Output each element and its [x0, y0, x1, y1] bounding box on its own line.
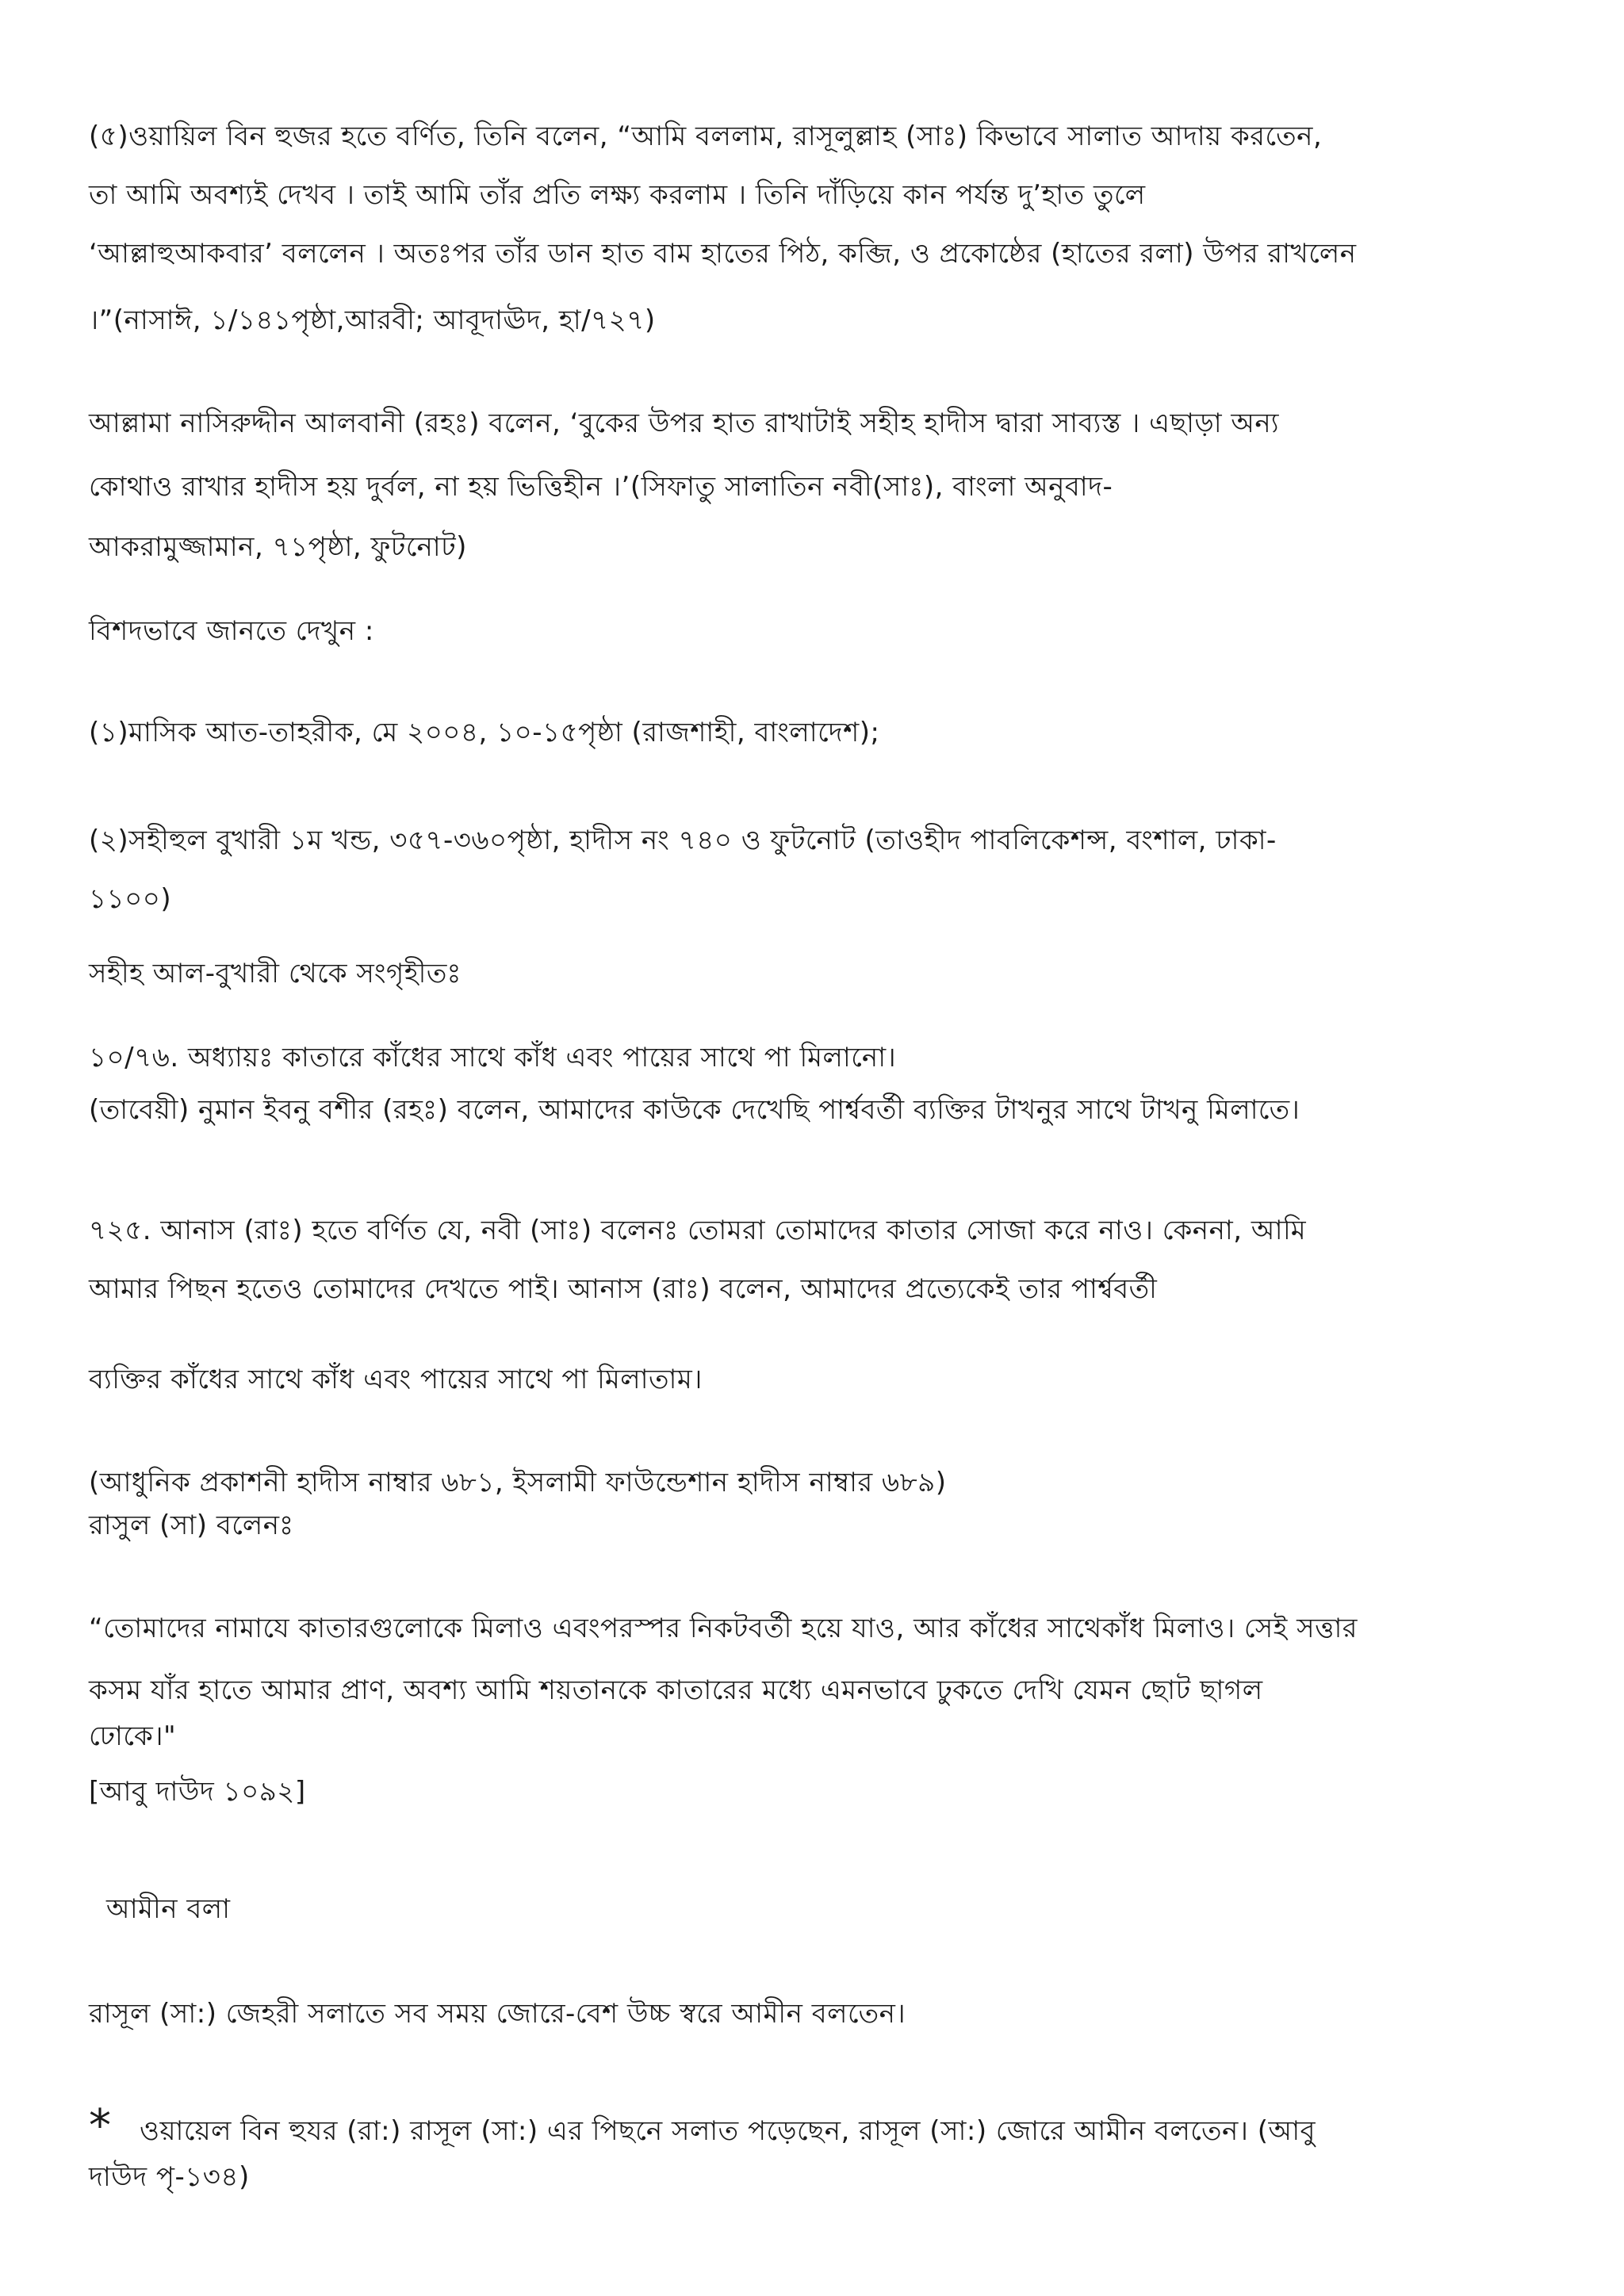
- reference-2-line-2: ১১০০): [89, 883, 172, 915]
- footnote-line-2: দাউদ পৃ-১৩৪): [89, 2161, 250, 2193]
- hadith-725-line-3: ব্যক্তির কাঁধের সাথে কাঁধ এবং পায়ের সাথে পা মিলাতাম।: [89, 1364, 703, 1395]
- footnote-marker: *: [89, 2100, 111, 2152]
- para1-line-4: ।”(নাসাঈ, ১/১৪১পৃষ্ঠা,আরবী; আবূদাঊদ, হা/৭২৭): [89, 304, 656, 336]
- amin-text: রাসূল (সা:) জেহরী সলাতে সব সময় জোরে-বেশ উচ্চ স্বরে আমীন বলতেন।: [89, 1998, 906, 2030]
- chapter-text: (তাবেয়ী) নুমান ইবনু বশীর (রহঃ) বলেন, আমাদের কাউকে দেখেছি পার্শ্ববর্তী ব্যক্তির টাখনুর সাথে টাখনু মিলাতে।: [89, 1094, 1300, 1126]
- see-more-label: বিশদভাবে জানতে দেখুন :: [89, 615, 374, 647]
- chapter-title: ১০/৭৬. অধ্যায়ঃ কাতারে কাঁধের সাথে কাঁধ এবং পায়ের সাথে পা মিলানো।: [89, 1042, 897, 1073]
- bukhari-heading: সহীহ আল-বুখারী থেকে সংগৃহীতঃ: [89, 958, 462, 989]
- amin-heading: আমীন বলা: [106, 1893, 231, 1925]
- footnote-line-1: ওয়ায়েল বিন হুযর (রা:) রাসূল (সা:) এর পিছনে সলাত পড়েছেন, রাসূল (সা:) জোরে আমীন বলতেন। (আবু: [140, 2115, 1316, 2147]
- para2-line-3: আকরামুজ্জামান, ৭১পৃষ্ঠা, ফুটনোট): [89, 531, 467, 563]
- hadith-725-line-2: আমার পিছন হতেও তোমাদের দেখতে পাই। আনাস (রাঃ) বলেন, আমাদের প্রত্যেকেই তার পার্শ্ববর্তী: [89, 1273, 1158, 1305]
- quote-line-1: “তোমাদের নামাযে কাতারগুলোকে মিলাও এবংপরস্পর নিকটবর্তী হয়ে যাও, আর কাঁধের সাথেকাঁধ মিলাও। সেই সত্তার: [89, 1613, 1358, 1644]
- para1-line-3: ‘আল্লাহুআকবার’ বললেন । অতঃপর তাঁর ডান হাত বাম হাতের পিঠ, কব্জি, ও প্রকোষ্ঠের (হাতের রলা) উপর রাখলেন: [89, 238, 1357, 270]
- rasul-said-label: রাসুল (সা) বলেনঃ: [89, 1510, 294, 1541]
- para2-line-1: আল্লামা নাসিরুদ্দীন আলবানী (রহঃ) বলেন, ‘বুকের উপর হাত রাখাটাই সহীহ হাদীস দ্বারা সাব্যস্ত । এছাড়া অন্য: [89, 408, 1279, 439]
- hadith-725-line-1: ৭২৫. আনাস (রাঃ) হতে বর্ণিত যে, নবী (সাঃ) বলেনঃ তোমরা তোমাদের কাতার সোজা করে নাও। কেননা, আমি: [89, 1215, 1307, 1246]
- reference-3: (আধুনিক প্রকাশনী হাদীস নাম্বার ৬৮১, ইসলামী ফাউন্ডেশান হাদীস নাম্বার ৬৮৯): [89, 1467, 947, 1498]
- para1-line-2: তা আমি অবশ্যই দেখব । তাই আমি তাঁর প্রতি লক্ষ্য করলাম । তিনি দাঁড়িয়ে কান পর্যন্ত দু’হাত তুলে: [89, 179, 1146, 211]
- reference-2-line-1: (২)সহীহুল বুখারী ১ম খন্ড, ৩৫৭-৩৬০পৃষ্ঠা, হাদীস নং ৭৪০ ও ফুটনোট (তাওহীদ পাবলিকেশন্স, বংশাল, ঢাকা-: [89, 825, 1277, 856]
- para2-line-2: কোথাও রাখার হাদীস হয় দুর্বল, না হয় ভিত্তিহীন ।’(সিফাতু সালাতিন নবী(সাঃ), বাংলা অনুবাদ-: [89, 471, 1113, 503]
- quote-source: [আবু দাউদ ১০৯২]: [89, 1776, 306, 1808]
- para1-line-1: (৫)ওয়ায়িল বিন হুজর হতে বর্ণিত, তিনি বলেন, “আমি বললাম, রাসূলুল্লাহ (সাঃ) কিভাবে সালাত আদায় করতেন,: [89, 121, 1323, 152]
- quote-line-2: কসম যাঁর হাতে আমার প্রাণ, অবশ্য আমি শয়তানকে কাতারের মধ্যে এমনভাবে ঢুকতে দেখি যেমন ছোট ছাগল: [89, 1674, 1263, 1706]
- quote-line-3: ঢোকে।": [89, 1720, 177, 1752]
- reference-1: (১)মাসিক আত-তাহরীক, মে ২০০৪, ১০-১৫পৃষ্ঠা (রাজশাহী, বাংলাদেশ);: [89, 717, 880, 748]
